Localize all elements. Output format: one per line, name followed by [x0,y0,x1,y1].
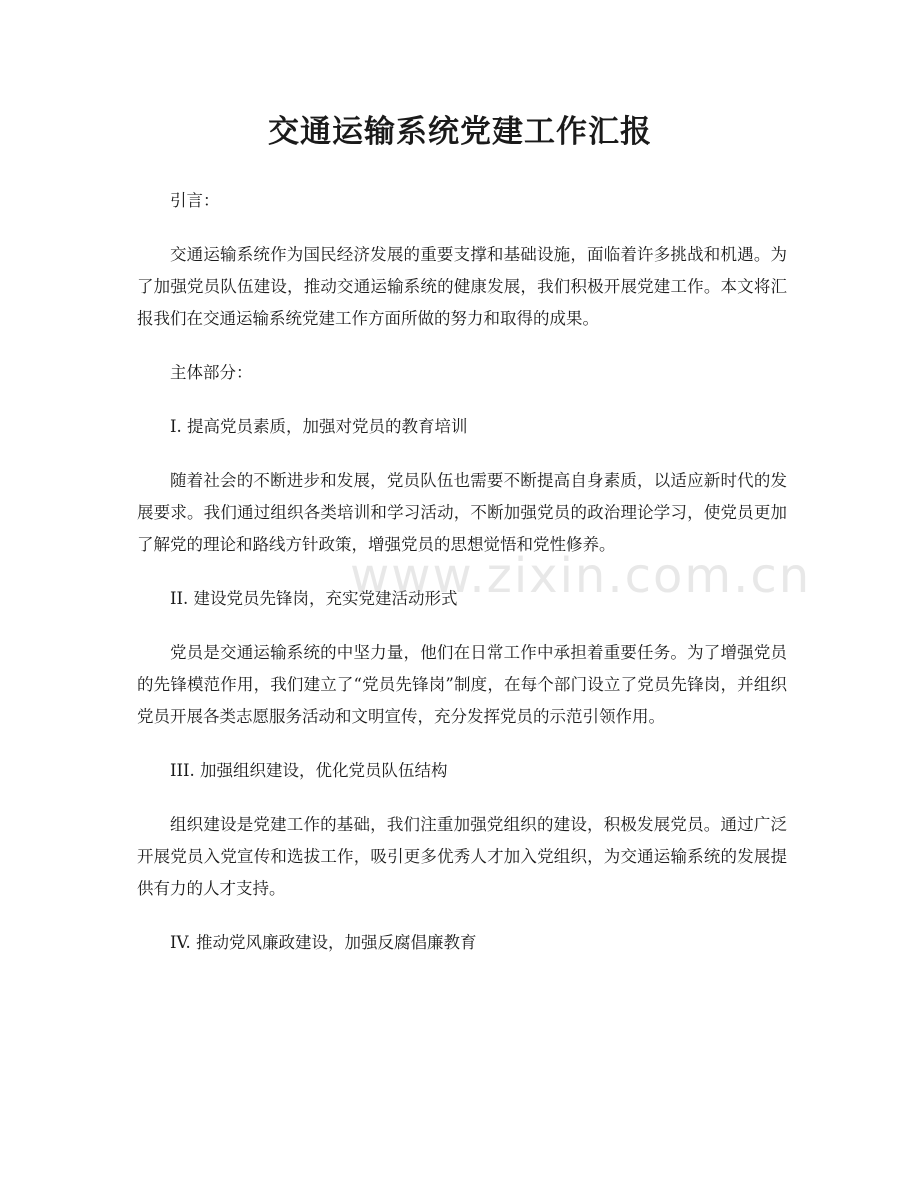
section-heading-4: IV. 推动党风廉政建设，加强反腐倡廉教育 [170,933,477,952]
paragraph-intro-label: 引言： [170,191,220,210]
section-heading-1: I. 提高党员素质，加强对党员的教育培训 [170,417,468,436]
section-heading-3: III. 加强组织建设，优化党员队伍结构 [170,761,448,780]
section-body-1: 随着社会的不断进步和发展，党员队伍也需要不断提高自身素质，以适应新时代的发展要求。我们通过组织各类培训和学习活动，不断加强党员的政治理论学习，使党员更加了解党的理论和路线方针政策，增强党员的思想觉悟和党性修养。 [137,471,787,554]
watermark: www.zixin.com.cn [350,548,812,604]
paragraph-intro: 交通运输系统作为国民经济发展的重要支撑和基础设施，面临着许多挑战和机遇。为了加强党员队伍建设，推动交通运输系统的健康发展，我们积极开展党建工作。本文将汇报我们在交通运输系统党建工作方面所做的努力和取得的成果。 [137,245,787,328]
document-body [137,185,787,981]
document-title: 交通运输系统党建工作汇报 [268,114,652,150]
paragraph-main-label: 主体部分： [170,363,253,382]
section-body-2: 党员是交通运输系统的中坚力量，他们在日常工作中承担着重要任务。为了增强党员的先锋模范作用，我们建立了“党员先锋岗”制度，在每个部门设立了党员先锋岗，并组织党员开展各类志愿服务活动和文明宣传，充分发挥党员的示范引领作用。 [137,643,787,726]
section-body-3: 组织建设是党建工作的基础，我们注重加强党组织的建设，积极发展党员。通过广泛开展党员入党宣传和选拔工作，吸引更多优秀人才加入党组织，为交通运输系统的发展提供有力的人才支持。 [137,815,787,898]
section-heading-2: II. 建设党员先锋岗，充实党建活动形式 [170,589,458,608]
